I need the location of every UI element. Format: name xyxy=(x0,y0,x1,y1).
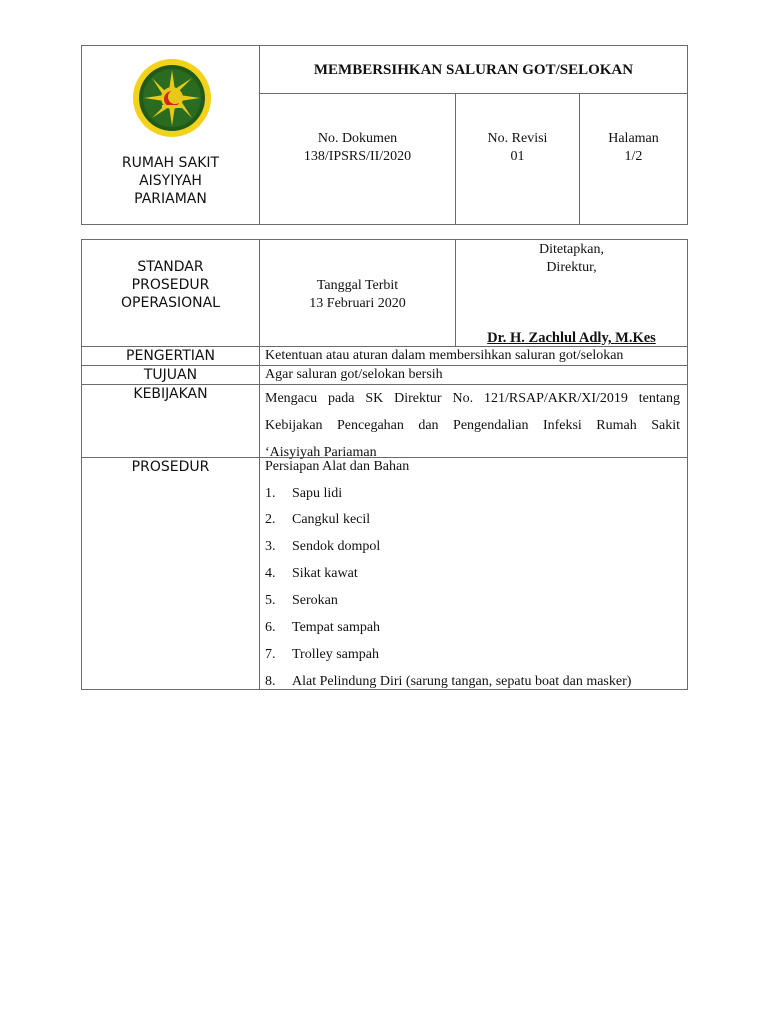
tanggal-terbit-label: Tanggal Terbit xyxy=(316,278,399,293)
no-revisi-value: 01 xyxy=(510,149,525,164)
no-dokumen-label: No. Dokumen xyxy=(317,131,398,146)
no-dokumen-cell xyxy=(260,130,455,166)
hospital-logo xyxy=(132,58,212,138)
sop-label-line: STANDAR xyxy=(137,259,204,275)
no-revisi-label: No. Revisi xyxy=(487,131,548,146)
prosedur-heading: Persiapan Alat dan Bahan xyxy=(265,459,410,474)
list-item-number: 4. xyxy=(265,566,276,581)
list-item-text: Tempat sampah xyxy=(292,620,381,635)
no-dokumen-value: 138/IPSRS/II/2020 xyxy=(303,149,412,164)
kebijakan-line: Mengacu pada SK Direktur No. 121/RSAP/AKR/XI/2019 tentang xyxy=(265,391,680,406)
pengertian-label: PENGERTIAN xyxy=(126,348,215,364)
no-revisi-cell xyxy=(456,130,579,166)
list-item-number: 2. xyxy=(265,512,276,527)
prosedur-label: PROSEDUR xyxy=(131,459,210,475)
kebijakan-label: KEBIJAKAN xyxy=(133,386,208,402)
list-item-number: 7. xyxy=(265,647,276,662)
list-item-text: Sapu lidi xyxy=(292,486,343,501)
list-item-text: Cangkul kecil xyxy=(292,512,371,527)
sop-label-line: PROSEDUR xyxy=(131,277,210,293)
list-item-number: 5. xyxy=(265,593,276,608)
tujuan-text: Agar saluran got/selokan bersih xyxy=(265,367,443,382)
list-item-text: Sikat kawat xyxy=(292,566,358,581)
kebijakan-text xyxy=(265,385,680,466)
direktur-text: Direktur, xyxy=(546,260,597,275)
ditetapkan-text: Ditetapkan, xyxy=(539,242,604,257)
list-item-text: Alat Pelindung Diri (sarung tangan, sepatu boat dan masker) xyxy=(292,674,632,689)
list-item-number: 6. xyxy=(265,620,276,635)
kebijakan-line: Kebijakan Pencegahan dan Pengendalian Infeksi Rumah Sakit xyxy=(265,418,680,433)
pengertian-text: Ketentuan atau aturan dalam membersihkan saluran got/selokan xyxy=(265,348,624,363)
halaman-label: Halaman xyxy=(608,131,659,146)
list-item-text: Trolley sampah xyxy=(292,647,379,662)
signatory-name: Dr. H. Zachlul Adly, M.Kes xyxy=(487,330,656,346)
halaman-cell xyxy=(580,130,687,166)
list-item-text: Sendok dompol xyxy=(292,539,381,554)
document-title: MEMBERSIHKAN SALURAN GOT/SELOKAN xyxy=(313,62,634,78)
tanggal-terbit-value: 13 Februari 2020 xyxy=(309,296,406,311)
sop-label xyxy=(82,258,259,312)
kebijakan-line: ‘Aisyiyah Pariaman xyxy=(265,445,377,460)
list-item-text: Serokan xyxy=(292,593,338,608)
penetapan-cell xyxy=(456,241,687,277)
hospital-name-line: RUMAH SAKIT xyxy=(121,155,220,171)
list-item-number: 8. xyxy=(265,674,276,689)
tujuan-label: TUJUAN xyxy=(143,367,198,383)
sun-crescent-emblem-icon xyxy=(132,58,212,138)
sop-label-line: OPERASIONAL xyxy=(121,295,220,311)
list-item-number: 1. xyxy=(265,486,276,501)
hospital-name-line: AISYIYAH xyxy=(139,173,202,189)
list-item-number: 3. xyxy=(265,539,276,554)
hospital-name xyxy=(82,154,259,208)
hospital-name-line: PARIAMAN xyxy=(134,191,207,207)
halaman-value: 1/2 xyxy=(624,149,643,164)
tanggal-terbit-cell xyxy=(260,277,455,313)
